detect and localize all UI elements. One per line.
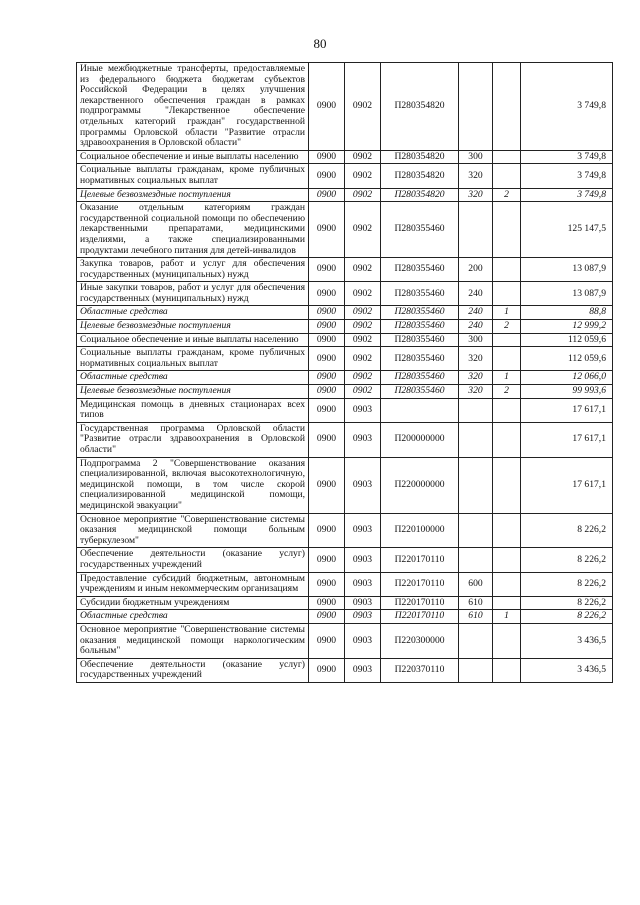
table-row bbox=[77, 371, 613, 385]
funding-source-code bbox=[493, 150, 521, 164]
section-code: 0900 bbox=[309, 658, 345, 682]
target-article-code: П280355460 bbox=[381, 202, 459, 258]
target-article-code: П280354820 bbox=[381, 188, 459, 202]
target-article-code: П280354820 bbox=[381, 63, 459, 151]
subsection-code: 0902 bbox=[345, 333, 381, 347]
funding-source-code: 2 bbox=[493, 385, 521, 399]
subsection-code: 0902 bbox=[345, 63, 381, 151]
subsection-code: 0902 bbox=[345, 347, 381, 371]
amount: 8 226,2 bbox=[521, 596, 613, 610]
section-code: 0900 bbox=[309, 202, 345, 258]
funding-source-code bbox=[493, 63, 521, 151]
section-code: 0900 bbox=[309, 513, 345, 548]
amount: 17 617,1 bbox=[521, 457, 613, 513]
row-description: Подпрограмма 2 "Совершенствование оказания специализированной, включая высокотехнологичную, медицинской помощи, в том числе скорой специализированной медицинской помощи, медицинской эвакуации" bbox=[77, 457, 309, 513]
amount: 8 226,2 bbox=[521, 513, 613, 548]
row-description: Целевые безвозмездные поступления bbox=[77, 320, 309, 334]
row-description: Социальное обеспечение и иные выплаты населению bbox=[77, 150, 309, 164]
funding-source-code: 2 bbox=[493, 320, 521, 334]
section-code: 0900 bbox=[309, 188, 345, 202]
table-row bbox=[77, 347, 613, 371]
expense-type-code: 610 bbox=[459, 610, 493, 624]
table-row bbox=[77, 610, 613, 624]
expense-type-code: 320 bbox=[459, 188, 493, 202]
subsection-code: 0903 bbox=[345, 457, 381, 513]
subsection-code: 0903 bbox=[345, 513, 381, 548]
subsection-code: 0902 bbox=[345, 150, 381, 164]
subsection-code: 0903 bbox=[345, 623, 381, 658]
amount: 8 226,2 bbox=[521, 610, 613, 624]
funding-source-code: 1 bbox=[493, 306, 521, 320]
funding-source-code bbox=[493, 347, 521, 371]
table-row bbox=[77, 306, 613, 320]
expense-type-code bbox=[459, 457, 493, 513]
funding-source-code bbox=[493, 398, 521, 422]
expense-type-code bbox=[459, 658, 493, 682]
section-code: 0900 bbox=[309, 596, 345, 610]
table-row bbox=[77, 658, 613, 682]
row-description: Иные межбюджетные трансферты, предоставляемые из федерального бюджета бюджетам субъектов Российской Федерации в целях улучшения лекарственного обеспечения граждан в рамках подпрограммы "Лекарственное обеспечение отдельных категорий граждан" государственной программы Орловской области "Развитие отрасли здравоохранения в Орловской области" bbox=[77, 63, 309, 151]
subsection-code: 0902 bbox=[345, 371, 381, 385]
section-code: 0900 bbox=[309, 320, 345, 334]
amount: 13 087,9 bbox=[521, 258, 613, 282]
subsection-code: 0902 bbox=[345, 306, 381, 320]
row-description: Областные средства bbox=[77, 306, 309, 320]
expense-type-code: 300 bbox=[459, 150, 493, 164]
table-row bbox=[77, 202, 613, 258]
budget-table bbox=[76, 62, 613, 683]
row-description: Обеспечение деятельности (оказание услуг) государственных учреждений bbox=[77, 548, 309, 572]
expense-type-code: 300 bbox=[459, 333, 493, 347]
amount: 3 436,5 bbox=[521, 658, 613, 682]
section-code: 0900 bbox=[309, 371, 345, 385]
expense-type-code bbox=[459, 202, 493, 258]
table-row bbox=[77, 548, 613, 572]
subsection-code: 0903 bbox=[345, 548, 381, 572]
section-code: 0900 bbox=[309, 306, 345, 320]
table-row bbox=[77, 320, 613, 334]
amount: 13 087,9 bbox=[521, 282, 613, 306]
section-code: 0900 bbox=[309, 572, 345, 596]
page-number: 80 bbox=[313, 36, 327, 51]
subsection-code: 0902 bbox=[345, 164, 381, 188]
section-code: 0900 bbox=[309, 385, 345, 399]
table-row bbox=[77, 398, 613, 422]
section-code: 0900 bbox=[309, 623, 345, 658]
target-article-code: П220170110 bbox=[381, 596, 459, 610]
expense-type-code: 240 bbox=[459, 320, 493, 334]
expense-type-code: 600 bbox=[459, 572, 493, 596]
table-row bbox=[77, 572, 613, 596]
section-code: 0900 bbox=[309, 333, 345, 347]
subsection-code: 0903 bbox=[345, 596, 381, 610]
table-row bbox=[77, 422, 613, 457]
expense-type-code: 320 bbox=[459, 164, 493, 188]
target-article-code: П220300000 bbox=[381, 623, 459, 658]
expense-type-code bbox=[459, 623, 493, 658]
row-description: Оказание отдельным категориям граждан государственной социальной помощи по обеспечению лекарственными препаратами, медицинскими изделиями, а также специализированными продуктами лечебного питания для детей-инвалидов bbox=[77, 202, 309, 258]
expense-type-code: 240 bbox=[459, 282, 493, 306]
subsection-code: 0902 bbox=[345, 282, 381, 306]
funding-source-code bbox=[493, 548, 521, 572]
funding-source-code bbox=[493, 282, 521, 306]
funding-source-code bbox=[493, 572, 521, 596]
subsection-code: 0902 bbox=[345, 385, 381, 399]
section-code: 0900 bbox=[309, 457, 345, 513]
table-row bbox=[77, 258, 613, 282]
funding-source-code bbox=[493, 457, 521, 513]
target-article-code: П280355460 bbox=[381, 306, 459, 320]
row-description: Основное мероприятие "Совершенствование системы оказания медицинской помощи наркологическим больным" bbox=[77, 623, 309, 658]
row-description: Областные средства bbox=[77, 610, 309, 624]
expense-type-code: 200 bbox=[459, 258, 493, 282]
expense-type-code bbox=[459, 63, 493, 151]
funding-source-code: 1 bbox=[493, 610, 521, 624]
row-description: Целевые безвозмездные поступления bbox=[77, 188, 309, 202]
funding-source-code bbox=[493, 202, 521, 258]
target-article-code: П280355460 bbox=[381, 385, 459, 399]
row-description: Целевые безвозмездные поступления bbox=[77, 385, 309, 399]
row-description: Закупка товаров, работ и услуг для обеспечения государственных (муниципальных) нужд bbox=[77, 258, 309, 282]
amount: 125 147,5 bbox=[521, 202, 613, 258]
budget-table-body bbox=[77, 63, 613, 683]
row-description: Социальное обеспечение и иные выплаты населению bbox=[77, 333, 309, 347]
expense-type-code: 320 bbox=[459, 385, 493, 399]
table-row bbox=[77, 385, 613, 399]
row-description: Социальные выплаты гражданам, кроме публичных нормативных социальных выплат bbox=[77, 347, 309, 371]
amount: 8 226,2 bbox=[521, 572, 613, 596]
amount: 3 436,5 bbox=[521, 623, 613, 658]
funding-source-code bbox=[493, 658, 521, 682]
expense-type-code: 610 bbox=[459, 596, 493, 610]
funding-source-code bbox=[493, 422, 521, 457]
target-article-code: П220100000 bbox=[381, 513, 459, 548]
target-article-code: П200000000 bbox=[381, 422, 459, 457]
target-article-code: П220370110 bbox=[381, 658, 459, 682]
funding-source-code: 1 bbox=[493, 371, 521, 385]
row-description: Областные средства bbox=[77, 371, 309, 385]
subsection-code: 0902 bbox=[345, 320, 381, 334]
target-article-code: П280355460 bbox=[381, 258, 459, 282]
amount: 112 059,6 bbox=[521, 333, 613, 347]
section-code: 0900 bbox=[309, 63, 345, 151]
row-description: Обеспечение деятельности (оказание услуг) государственных учреждений bbox=[77, 658, 309, 682]
target-article-code: П280355460 bbox=[381, 282, 459, 306]
amount: 3 749,8 bbox=[521, 150, 613, 164]
table-row bbox=[77, 596, 613, 610]
table-row bbox=[77, 150, 613, 164]
funding-source-code bbox=[493, 258, 521, 282]
table-row bbox=[77, 457, 613, 513]
subsection-code: 0902 bbox=[345, 202, 381, 258]
table-row bbox=[77, 513, 613, 548]
expense-type-code: 320 bbox=[459, 347, 493, 371]
table-row bbox=[77, 333, 613, 347]
funding-source-code bbox=[493, 623, 521, 658]
funding-source-code bbox=[493, 513, 521, 548]
target-article-code: П220170110 bbox=[381, 548, 459, 572]
target-article-code: П280355460 bbox=[381, 371, 459, 385]
funding-source-code bbox=[493, 596, 521, 610]
amount: 3 749,8 bbox=[521, 63, 613, 151]
section-code: 0900 bbox=[309, 398, 345, 422]
amount: 112 059,6 bbox=[521, 347, 613, 371]
expense-type-code: 240 bbox=[459, 306, 493, 320]
table-row bbox=[77, 164, 613, 188]
section-code: 0900 bbox=[309, 258, 345, 282]
section-code: 0900 bbox=[309, 150, 345, 164]
table-row bbox=[77, 282, 613, 306]
section-code: 0900 bbox=[309, 422, 345, 457]
expense-type-code: 320 bbox=[459, 371, 493, 385]
expense-type-code bbox=[459, 398, 493, 422]
row-description: Субсидии бюджетным учреждениям bbox=[77, 596, 309, 610]
subsection-code: 0903 bbox=[345, 398, 381, 422]
funding-source-code: 2 bbox=[493, 188, 521, 202]
target-article-code: П220000000 bbox=[381, 457, 459, 513]
target-article-code: П220170110 bbox=[381, 572, 459, 596]
expense-type-code bbox=[459, 548, 493, 572]
subsection-code: 0903 bbox=[345, 658, 381, 682]
row-description: Предоставление субсидий бюджетным, автономным учреждениям и иным некоммерческим организациям bbox=[77, 572, 309, 596]
funding-source-code bbox=[493, 333, 521, 347]
amount: 99 993,6 bbox=[521, 385, 613, 399]
subsection-code: 0903 bbox=[345, 572, 381, 596]
subsection-code: 0902 bbox=[345, 258, 381, 282]
amount: 3 749,8 bbox=[521, 164, 613, 188]
target-article-code bbox=[381, 398, 459, 422]
table-row bbox=[77, 188, 613, 202]
amount: 8 226,2 bbox=[521, 548, 613, 572]
section-code: 0900 bbox=[309, 347, 345, 371]
section-code: 0900 bbox=[309, 548, 345, 572]
subsection-code: 0902 bbox=[345, 188, 381, 202]
target-article-code: П280355460 bbox=[381, 333, 459, 347]
table-row bbox=[77, 63, 613, 151]
section-code: 0900 bbox=[309, 164, 345, 188]
amount: 3 749,8 bbox=[521, 188, 613, 202]
target-article-code: П280354820 bbox=[381, 164, 459, 188]
amount: 12 066,0 bbox=[521, 371, 613, 385]
row-description: Иные закупки товаров, работ и услуг для обеспечения государственных (муниципальных) нужд bbox=[77, 282, 309, 306]
target-article-code: П280355460 bbox=[381, 347, 459, 371]
expense-type-code bbox=[459, 422, 493, 457]
target-article-code: П220170110 bbox=[381, 610, 459, 624]
amount: 88,8 bbox=[521, 306, 613, 320]
amount: 17 617,1 bbox=[521, 422, 613, 457]
amount: 17 617,1 bbox=[521, 398, 613, 422]
subsection-code: 0903 bbox=[345, 422, 381, 457]
row-description: Основное мероприятие "Совершенствование системы оказания медицинской помощи больным туберкулезом" bbox=[77, 513, 309, 548]
section-code: 0900 bbox=[309, 610, 345, 624]
target-article-code: П280355460 bbox=[381, 320, 459, 334]
amount: 12 999,2 bbox=[521, 320, 613, 334]
table-row bbox=[77, 623, 613, 658]
row-description: Медицинская помощь в дневных стационарах всех типов bbox=[77, 398, 309, 422]
subsection-code: 0903 bbox=[345, 610, 381, 624]
section-code: 0900 bbox=[309, 282, 345, 306]
funding-source-code bbox=[493, 164, 521, 188]
row-description: Государственная программа Орловской области "Развитие отрасли здравоохранения в Орловской области" bbox=[77, 422, 309, 457]
target-article-code: П280354820 bbox=[381, 150, 459, 164]
row-description: Социальные выплаты гражданам, кроме публичных нормативных социальных выплат bbox=[77, 164, 309, 188]
expense-type-code bbox=[459, 513, 493, 548]
